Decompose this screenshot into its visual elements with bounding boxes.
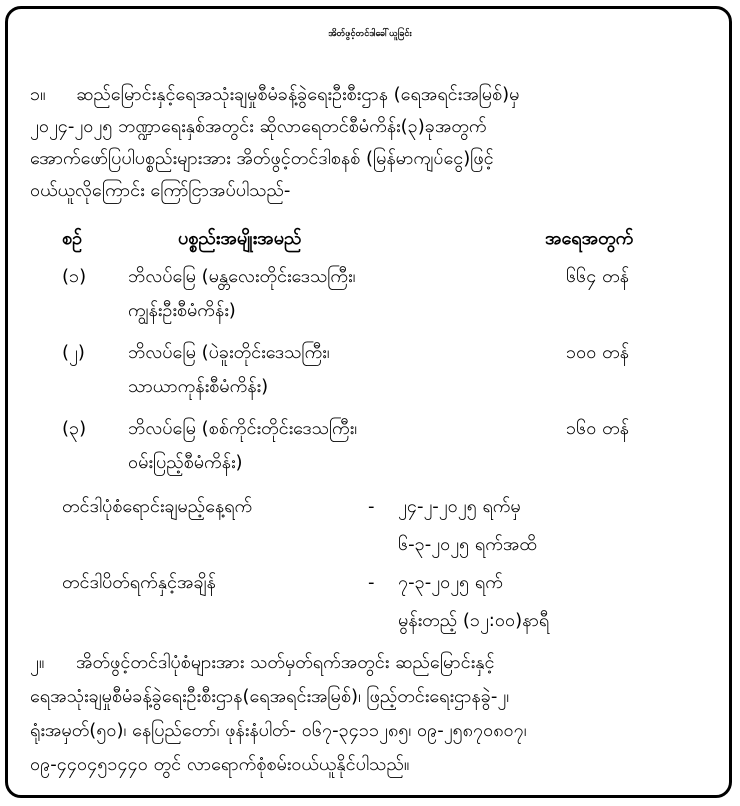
section1-line: ဝယ်ယူလိုကြောင်း ကြော်ငြာအပ်ပါသည်- [30,180,291,201]
table-row-qty: ၁၆၀ တန် [566,418,629,439]
table-header-no: စဉ် [62,228,83,249]
section2-line: ရေအသုံးချမှုစီမံခန့်ခွဲရေးဦးစီးဌာန(ရေအရင်းအမြစ်)၊ ဖြည့်တင်းရေးဌာနခွဲ-၂၊ [30,686,510,707]
table-row-no: (၁) [62,266,87,287]
table-row-no: (၂) [62,342,85,363]
notice-title: အိတ်ဖွင့်တင်ဒါခေါ်ယူခြင်း [328,29,412,39]
table-row-item: ဘိလပ်မြေ (စစ်ကိုင်းတိုင်းဒေသကြီး၊ [128,418,358,439]
sale-date-dash: - [368,496,375,517]
sale-date-from: ၂၄-၂-၂၀၂၅ ရက်မှ [398,496,521,517]
section2-line: အိတ်ဖွင့်တင်ဒါပုံစံများအား သတ်မှတ်ရက်အတွင်း ဆည်မြောင်းနှင့် [76,652,495,673]
table-row-qty: ၁၀၀ တန် [566,342,629,363]
table-row-no: (၃) [62,418,87,439]
section2-number: ၂။ [30,652,45,673]
section1-line: အောက်ဖော်ပြပါပစ္စည်းများအား အိတ်ဖွင့်တင်ဒါစနစ် (မြန်မာကျပ်ငွေ)ဖြင့် [30,148,494,169]
closing-time: မွန်းတည့် (၁၂:၀၀)နာရီ [398,610,550,631]
section2-line: ရုံးအမှတ်(၅၀)၊ နေပြည်တော်၊ ဖုန်းနံပါတ်- ၀၆၇-၃၄၁၁၂၈၅၊ ၀၉-၂၅၈၇၀၈၀၇၊ [30,720,527,741]
table-row-item-cont: ကျွန်းဦးစီမံကိန်း) [128,300,236,321]
closing-date-label: တင်ဒါပိတ်ရက်နှင့်အချိန် [62,572,216,593]
closing-date-dash: - [368,572,375,593]
sale-date-to: ၆-၃-၂၀၂၅ ရက်အထိ [398,534,537,555]
table-row-item: ဘိလပ်မြေ (ပဲခူးတိုင်းဒေသကြီး၊ [128,342,330,363]
sale-date-label: တင်ဒါပုံစံရောင်းချမည့်နေ့ရက် [62,496,253,517]
section1-line: ဆည်မြောင်းနှင့်ရေအသုံးချမှုစီမံခန့်ခွဲရေးဦးစီးဌာန (ရေအရင်းအမြစ်)မှ [76,84,520,105]
section1-number: ၁။ [30,84,46,105]
table-row-item-cont: ဝမ်းပြည့်စီမံကိန်း) [128,452,243,473]
table-header-qty: အရေအတွက် [545,228,634,249]
table-row-qty: ၆၆၄ တန် [566,266,629,287]
table-header-item: ပစ္စည်းအမျိုးအမည် [178,228,302,249]
table-row-item-cont: သာယာကုန်းစီမံကိန်း) [128,376,269,397]
section2-line: ၀၉-၄၄၀၄၅၁၄၄၀ တွင် လာရောက်စုံစမ်းဝယ်ယူနိုင်ပါသည်။ [30,754,410,775]
section1-line: ၂၀၂၄-၂၀၂၅ ဘဏ္ဍာရေးနှစ်အတွင်း ဆိုလာရေတင်စီမံကိန်း(၃)ခုအတွက် [30,116,487,137]
table-row-item: ဘိလပ်မြေ (မန္တလေးတိုင်းဒေသကြီး၊ [128,266,356,287]
closing-date: ၇-၃-၂၀၂၅ ရက် [398,572,503,593]
